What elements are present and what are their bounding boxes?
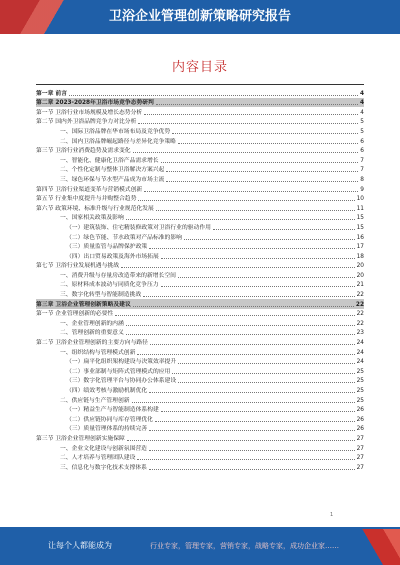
toc-entry-page: 11 <box>356 205 364 212</box>
toc-leader-dots <box>121 267 355 268</box>
toc-leader-dots <box>126 325 355 326</box>
toc-entry-page: 22 <box>356 292 364 299</box>
toc-entry-page: 24 <box>356 349 364 356</box>
toc-entry[interactable] <box>36 414 364 424</box>
toc-entry[interactable] <box>36 270 364 280</box>
toc-entry[interactable] <box>36 424 364 434</box>
toc-leader-dots <box>133 306 354 307</box>
toc-entry[interactable] <box>36 337 364 347</box>
toc-entry[interactable] <box>36 385 364 395</box>
toc-entry-page: 25 <box>356 388 364 394</box>
toc-leader-dots <box>149 469 355 470</box>
toc-entry[interactable] <box>36 126 364 136</box>
toc-entry[interactable] <box>36 146 364 156</box>
toc-entry-title: 二、原材料成本波动与同质化竞争压力 <box>60 282 159 289</box>
toc-leader-dots <box>132 402 355 403</box>
toc-entry-page: 22 <box>356 311 364 318</box>
toc-entry[interactable] <box>36 213 364 223</box>
toc-entry-page: 4 <box>359 90 364 97</box>
toc-entry-title: 三、数字化转型与智能制造挑战 <box>60 292 142 299</box>
toc-entry[interactable] <box>36 318 364 328</box>
toc-entry-title: 第二节 国内外卫浴品牌竞争力对比分析 <box>36 119 137 126</box>
toc-entry[interactable] <box>36 203 364 213</box>
toc-entry-page: 20 <box>356 272 364 279</box>
toc-entry-title: （二）事业部制与矩阵式管理模式的应用 <box>66 368 171 375</box>
toc-entry[interactable] <box>36 98 364 108</box>
toc-entry[interactable] <box>36 309 364 319</box>
toc-entry-title: 第一节 企业管理创新的必要性 <box>36 311 114 318</box>
toc-entry-title: （一）扁平化组织架构建设与决策效率提升 <box>66 359 177 366</box>
toc-leader-dots <box>161 411 355 412</box>
footer-tagline: 行业专家，管理专家，营销专家，战略专家，成功企业家…… <box>150 542 339 550</box>
toc-entry-page: 16 <box>356 234 364 241</box>
toc-entry-page: 27 <box>356 464 364 471</box>
toc-entry[interactable] <box>36 194 364 204</box>
header-band <box>0 0 400 34</box>
toc-entry[interactable] <box>36 117 364 127</box>
toc-entry-page: 27 <box>356 435 364 442</box>
toc-leader-dots <box>126 219 355 220</box>
toc-entry[interactable] <box>36 242 364 252</box>
toc-entry-title: 一、企业文化建设与创新氛围营造 <box>60 445 147 452</box>
footer-decoration <box>348 529 400 565</box>
toc-entry-title: （四）绩效考核与激励机制优化 <box>66 388 148 394</box>
toc-entry-page: 27 <box>356 455 364 462</box>
toc-entry-page: 25 <box>356 378 364 385</box>
toc-leader-dots <box>149 450 355 451</box>
toc-entry-title: （三）数字化管理平台与协同办公体系建设 <box>66 378 177 385</box>
toc-entry-page: 26 <box>356 416 364 423</box>
toc-leader-dots <box>178 143 358 144</box>
toc-entry-page: 15 <box>356 215 364 222</box>
toc-entry-title: 第二节 卫浴企业管理创新的主要方向与路径 <box>36 340 148 347</box>
toc-entry[interactable] <box>36 155 364 165</box>
toc-leader-dots <box>143 296 354 297</box>
toc-leader-dots <box>178 382 354 383</box>
toc-entry-page: 6 <box>360 148 364 155</box>
toc-leader-dots <box>161 286 355 287</box>
toc-entry[interactable] <box>36 107 364 117</box>
toc-entry[interactable] <box>36 453 364 463</box>
toc-entry[interactable] <box>36 462 364 472</box>
toc-entry[interactable] <box>36 347 364 357</box>
toc-leader-dots <box>166 171 358 172</box>
toc-entry-page: 22 <box>356 320 364 327</box>
page-number: 1 <box>330 512 334 518</box>
toc-entry[interactable] <box>36 433 364 443</box>
report-title: 卫浴企业管理创新策略研究报告 <box>108 9 291 24</box>
toc-entry[interactable] <box>36 280 364 290</box>
toc-leader-dots <box>178 363 354 364</box>
toc-leader-dots <box>137 459 354 460</box>
toc-entry-page: 7 <box>360 167 364 174</box>
toc-leader-dots <box>156 104 358 105</box>
toc-entry-title: （二）供应链协同与库存管理优化 <box>66 416 153 423</box>
toc-leader-dots <box>184 239 355 240</box>
toc-entry-page: 10 <box>356 196 364 203</box>
toc-leader-dots <box>138 123 358 124</box>
toc-heading: 内容目录 <box>171 60 228 75</box>
table-of-contents <box>36 88 364 472</box>
toc-entry-title: 一、国家相关政策及影响 <box>60 215 124 222</box>
toc-entry-title: 第七节 卫浴行业发展机遇与挑战 <box>36 263 119 270</box>
toc-entry-page: 18 <box>356 253 364 260</box>
toc-entry[interactable] <box>36 357 364 367</box>
toc-entry[interactable] <box>36 165 364 175</box>
toc-entry-page: 25 <box>356 397 364 404</box>
toc-entry-title: （三）质量管理体系的持续完善 <box>66 426 148 433</box>
toc-entry[interactable] <box>36 184 364 194</box>
toc-entry-title: 第一章 前言 <box>36 90 68 97</box>
toc-entry-title: 第三章 卫浴企业管理创新策略及建议 <box>36 301 131 308</box>
toc-leader-dots <box>149 392 354 393</box>
toc-leader-dots <box>172 133 358 134</box>
toc-entry-page: 24 <box>356 359 364 366</box>
toc-leader-dots <box>178 277 355 278</box>
toc-entry[interactable] <box>36 366 364 376</box>
toc-entry-title: 一、企业管理创新的内涵 <box>60 320 124 327</box>
toc-entry[interactable] <box>36 395 364 405</box>
toc-entry-title: 三、绿色环保与节水型产品成为市场主流 <box>60 176 165 183</box>
toc-entry-page: 26 <box>356 407 364 414</box>
toc-entry-title: 第一节 卫浴行业市场规模及增长态势分析 <box>36 109 143 116</box>
toc-entry[interactable] <box>36 174 364 184</box>
toc-entry-page: 4 <box>360 109 364 116</box>
toc-entry-title: 第三节 卫浴企业管理创新实施保障 <box>36 435 125 442</box>
toc-entry-title: 第六节 政策环境、标准升级与行业规范化发展 <box>36 205 154 212</box>
footer-slogan: 让每个人都能成为 <box>48 541 112 550</box>
toc-leader-dots <box>149 430 354 431</box>
toc-leader-dots <box>172 373 354 374</box>
toc-leader-dots <box>155 421 355 422</box>
toc-leader-dots <box>150 344 355 345</box>
toc-entry-page: 17 <box>356 244 364 251</box>
toc-leader-dots <box>213 229 355 230</box>
toc-entry-title: 三、信息化与数字化技术支撑体系 <box>60 464 147 471</box>
toc-leader-dots <box>161 162 359 163</box>
toc-entry-page: 5 <box>360 119 364 126</box>
toc-entry[interactable] <box>36 376 364 386</box>
toc-leader-dots <box>126 334 355 335</box>
toc-entry-page: 9 <box>360 186 364 193</box>
toc-entry[interactable] <box>36 289 364 299</box>
toc-entry-title: 第二章 2023-2028年卫浴市场竞争态势研判 <box>36 100 154 107</box>
toc-entry-title: （二）绿色节能、节水政策对产品标准的影响 <box>66 234 182 241</box>
toc-entry-title: 二、个性化定制与整体卫浴解决方案兴起 <box>60 167 165 174</box>
toc-entry-page: 6 <box>360 138 364 145</box>
toc-entry[interactable] <box>36 328 364 338</box>
toc-entry[interactable] <box>36 261 364 271</box>
toc-entry-page: 26 <box>356 426 364 433</box>
toc-entry[interactable] <box>36 405 364 415</box>
toc-entry-title: 二、国内卫浴品牌崛起路径与差异化竞争策略 <box>60 138 176 145</box>
toc-divider <box>36 84 364 85</box>
toc-entry-page: 25 <box>356 368 364 375</box>
toc-entry-title: 二、人才培养与管理团队建设 <box>60 455 136 462</box>
toc-entry-page: 22 <box>355 301 364 308</box>
toc-entry-title: 一、组织结构与管理模式创新 <box>60 349 136 356</box>
toc-leader-dots <box>144 191 358 192</box>
toc-entry-title: （一）精益生产与智能制造体系构建 <box>66 407 159 414</box>
toc-entry[interactable] <box>36 443 364 453</box>
toc-entry-page: 5 <box>360 128 364 135</box>
toc-entry-title: 第五节 行业集中度提升与并购整合趋势 <box>36 196 137 203</box>
toc-entry-page: 20 <box>356 263 364 270</box>
toc-leader-dots <box>133 152 359 153</box>
toc-leader-dots <box>166 181 358 182</box>
toc-entry[interactable] <box>36 136 364 146</box>
toc-entry-page: 7 <box>360 157 364 164</box>
toc-leader-dots <box>149 248 354 249</box>
toc-leader-dots <box>115 315 354 316</box>
toc-entry-title: （一）建筑装饰、住宅精装修政策对卫浴行业的驱动作用 <box>66 224 211 231</box>
toc-entry-page: 23 <box>356 330 364 337</box>
toc-entry[interactable] <box>36 222 364 232</box>
toc-entry[interactable] <box>36 232 364 242</box>
toc-entry-title: 二、管理创新的重要意义 <box>60 330 124 337</box>
toc-entry-title: （四）出口贸易政策及海外市场拓展 <box>66 253 159 260</box>
toc-leader-dots <box>144 114 358 115</box>
toc-entry-title: 第三节 卫浴行业消费趋势及需求变化 <box>36 148 131 155</box>
toc-entry-page: 8 <box>360 176 364 183</box>
toc-leader-dots <box>69 95 358 96</box>
toc-leader-dots <box>127 440 355 441</box>
toc-leader-dots <box>137 354 354 355</box>
toc-entry-title: 一、智能化、健康化卫浴产品需求增长 <box>60 157 159 164</box>
toc-entry-page: 27 <box>356 445 364 452</box>
toc-entry-page: 21 <box>356 282 364 289</box>
toc-entry-title: （三）质量监管与品牌保护政策 <box>66 244 148 251</box>
toc-entry-page: 4 <box>359 100 364 107</box>
toc-entry-title: 二、供应链与生产管理创新 <box>60 397 130 404</box>
toc-leader-dots <box>156 210 355 211</box>
toc-entry-page: 24 <box>356 340 364 347</box>
toc-entry-title: 一、消费升级与存量房改造带来的新增长空间 <box>60 272 176 279</box>
toc-leader-dots <box>161 258 355 259</box>
toc-entry[interactable] <box>36 88 364 98</box>
toc-entry[interactable] <box>36 251 364 261</box>
toc-entry-page: 15 <box>356 224 364 231</box>
toc-entry[interactable] <box>36 299 364 309</box>
toc-entry-title: 一、国际卫浴品牌在华市场布局及竞争优势 <box>60 128 171 135</box>
footer-band <box>0 527 400 565</box>
toc-entry-title: 第四节 卫浴行业渠道变革与营销模式创新 <box>36 186 143 193</box>
toc-leader-dots <box>138 200 354 201</box>
